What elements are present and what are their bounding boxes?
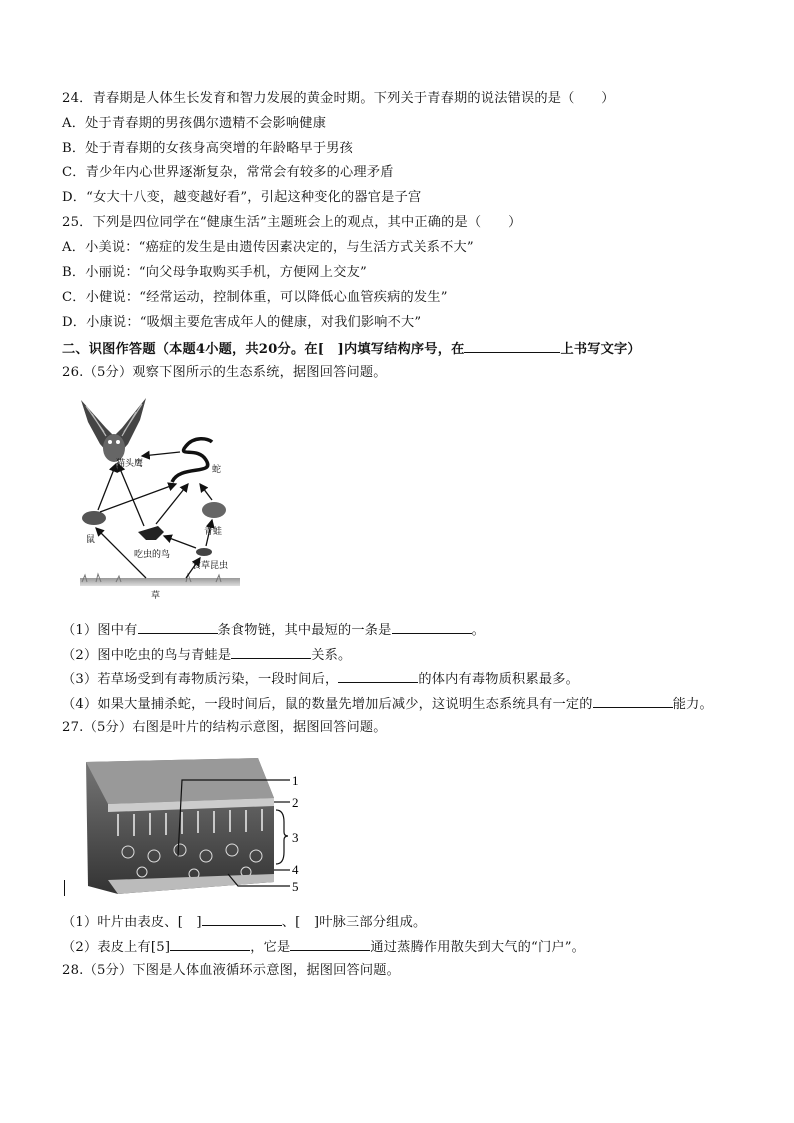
q26-sub1 (62, 620, 485, 640)
grass-label: 草 (151, 591, 161, 601)
q26-sub3-text-b: 的体内有毒物质积累最多。 (418, 672, 579, 687)
leaf-structure-figure (78, 752, 310, 898)
arrow-insect-bird (164, 536, 196, 548)
arrow-mouse-snake (100, 484, 176, 512)
q26-sub4-text-b: 能力。 (672, 697, 713, 712)
ecosystem-food-web-figure (76, 392, 246, 602)
section-heading-blank (464, 339, 560, 353)
q24-option-c: C．青少年内心世界逐渐复杂，常常会有较多的心理矛盾 (62, 165, 394, 180)
owl-label: 猫头鹰 (116, 459, 144, 469)
section-heading-part2: 上书写文字） (560, 342, 641, 357)
owl-illustration (81, 398, 146, 462)
insect-illustration (196, 548, 212, 556)
q24-option-b: B．处于青春期的女孩身高突增的年龄略早于男孩 (62, 141, 354, 156)
section-heading (62, 339, 641, 359)
snake-illustration (172, 439, 212, 482)
q27-sub2-text-c: 通过蒸腾作用散失到大气的“门户”。 (370, 940, 586, 955)
frog-label: 青蛙 (204, 527, 223, 537)
answer-blank (170, 937, 250, 951)
q26-sub2 (62, 645, 351, 665)
q24-stem: 24．青春期是人体生长发育和智力发展的黄金时期。下列关于青春期的说法错误的是（ ） (62, 91, 615, 106)
answer-blank (231, 645, 311, 659)
q26-sub1-text-b: 条食物链，其中最短的一条是 (217, 623, 392, 638)
q26-sub2-text-b: 关系。 (311, 648, 352, 663)
q26-sub1-text-a: （1）图中有 (62, 623, 138, 638)
q26-sub2-text-a: （2）图中吃虫的鸟与青蛙是 (62, 648, 232, 663)
q26-sub1-text-c: 。 (471, 623, 485, 638)
answer-blank (593, 694, 673, 708)
arrow-frog-snake (200, 484, 212, 500)
leaf-label-4: 4 (292, 862, 299, 877)
arrow-mouse-owl (98, 464, 116, 510)
q28-stem: 28.（5分）下图是人体血液循环示意图，据图回答问题。 (62, 963, 401, 978)
bird-illustration (138, 526, 164, 540)
arrow-snake-owl (142, 452, 180, 456)
q25-stem: 25．下列是四位同学在“健康生活”主题班会上的观点，其中正确的是（ ） (62, 215, 522, 230)
q27-sub2-text-b: ，它是 (250, 940, 291, 955)
answer-blank (202, 912, 282, 926)
snake-label: 蛇 (212, 465, 222, 475)
frog-illustration (202, 502, 226, 518)
insect-label: 食草昆虫 (192, 561, 229, 571)
leaf-label-3: 3 (292, 830, 299, 845)
q25-option-b: B．小丽说：“向父母争取购买手机，方便网上交友” (62, 265, 367, 280)
q27-sub1-text-b: 、[ ]叶脉三部分组成。 (281, 915, 427, 930)
bird-label: 吃虫的鸟 (134, 550, 171, 560)
q27-sub1 (62, 912, 426, 932)
leaf-label-1: 1 (292, 773, 299, 788)
q24-option-a: A．处于青春期的男孩偶尔遗精不会影响健康 (62, 116, 327, 131)
q27-sub1-text-a: （1）叶片由表皮、[ ] (62, 915, 202, 930)
answer-blank (138, 620, 218, 634)
q26-stem: 26.（5分）观察下图所示的生态系统，据图回答问题。 (62, 365, 387, 380)
q25-option-a: A．小美说：“癌症的发生是由遗传因素决定的，与生活方式关系不大” (62, 240, 474, 255)
q27-sub2 (62, 937, 585, 957)
answer-blank (290, 937, 370, 951)
answer-blank (338, 669, 418, 683)
q24-option-d: D．“女大十八变，越变越好看”，引起这种变化的器官是子宫 (62, 190, 422, 205)
q27-sub2-text-a: （2）表皮上有[5] (62, 940, 171, 955)
q25-option-d: D．小康说：“吸烟主要危害成年人的健康，对我们影响不大” (62, 315, 422, 330)
answer-blank (392, 620, 472, 634)
bracket-3 (276, 810, 288, 864)
q26-sub3-text-a: （3）若草场受到有毒物质污染，一段时间后， (62, 672, 339, 687)
q26-sub3 (62, 669, 579, 689)
q26-sub4 (62, 694, 713, 714)
mouse-label: 鼠 (86, 535, 96, 545)
text-cursor (64, 880, 65, 896)
section-heading-part1: 二、识图作答题（本题4小题，共20分。在[ ]内填写结构序号，在 (62, 342, 465, 357)
q25-option-c: C．小健说：“经常运动，控制体重，可以降低心血管疾病的发生” (62, 290, 448, 305)
mouse-illustration (82, 511, 106, 525)
leaf-label-2: 2 (292, 795, 299, 810)
leaf-label-5: 5 (292, 879, 299, 894)
q26-sub4-text-a: （4）如果大量捕杀蛇，一段时间后，鼠的数量先增加后减少，这说明生态系统具有一定的 (62, 697, 593, 712)
q27-stem: 27.（5分）右图是叶片的结构示意图，据图回答问题。 (62, 720, 387, 735)
arrow-bird-owl (118, 464, 144, 526)
